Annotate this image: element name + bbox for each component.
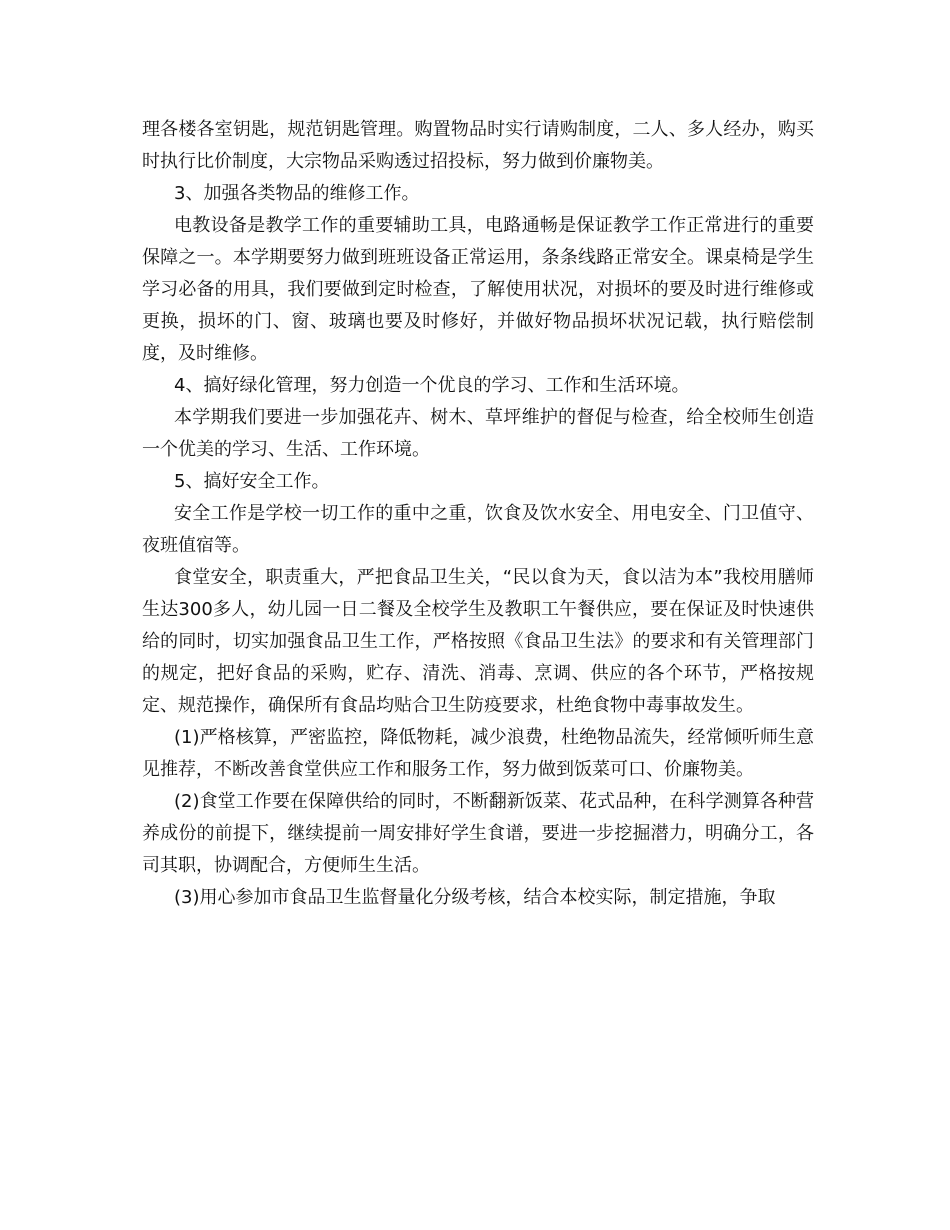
paragraph-canteen-safety: 食堂安全，职责重大，严把食品卫生关，“民以食为天，食以洁为本”我校用膳师生达300多人，幼儿园一日二餐及全校学生及教职工午餐供应，要在保证及时快速供给的同时，切实加强食品卫生工作，严格按照《食品卫生法》的要求和有关管理部门的规定，把好食品的采购，贮存、清洗、消毒、烹调、供应的各个环节，严格按规定、规范操作，确保所有食品均贴合卫生防疫要求，杜绝食物中毒事故发生。 xyxy=(142,567,814,716)
list-item-2: (2)食堂工作要在保障供给的同时，不断翻新饭菜、花式品种，在科学测算各种营养成份的前提下，继续提前一周安排好学生食谱，要进一步挖掘潜力，明确分工，各司其职，协调配合，方便师生生活。 xyxy=(142,791,814,876)
paragraph-greening: 本学期我们要进一步加强花卉、树木、草坪维护的督促与检查，给全校师生创造一个优美的学习、生活、工作环境。 xyxy=(142,407,814,460)
heading-maintenance: 3、加强各类物品的维修工作。 xyxy=(174,183,420,204)
heading-greening: 4、搞好绿化管理，努力创造一个优良的学习、工作和生活环境。 xyxy=(174,375,690,396)
list-item-1: (1)严格核算，严密监控，降低物耗，减少浪费，杜绝物品流失，经常倾听师生意见推荐，不断改善食堂供应工作和服务工作，努力做到饭菜可口、价廉物美。 xyxy=(142,727,814,780)
paragraph-safety: 安全工作是学校一切工作的重中之重，饮食及饮水安全、用电安全、门卫值守、夜班值宿等。 xyxy=(142,503,814,556)
paragraph-maintenance: 电教设备是教学工作的重要辅助工具，电路通畅是保证教学工作正常进行的重要保障之一。本学期要努力做到班班设备正常运用，条条线路正常安全。课桌椅是学生学习必备的用具，我们要做到定时检查，了解使用状况，对损坏的要及时进行维修或更换，损坏的门、窗、玻璃也要及时修好，并做好物品损坏状况记载，执行赔偿制度，及时维修。 xyxy=(142,215,814,364)
document-body xyxy=(142,114,814,914)
list-item-3: (3)用心参加市食品卫生监督量化分级考核，结合本校实际，制定措施，争取 xyxy=(174,887,776,908)
heading-safety: 5、搞好安全工作。 xyxy=(174,471,330,492)
paragraph-keys-procurement: 理各楼各室钥匙，规范钥匙管理。购置物品时实行请购制度，二人、多人经办，购买时执行比价制度，大宗物品采购透过招投标，努力做到价廉物美。 xyxy=(142,119,814,172)
